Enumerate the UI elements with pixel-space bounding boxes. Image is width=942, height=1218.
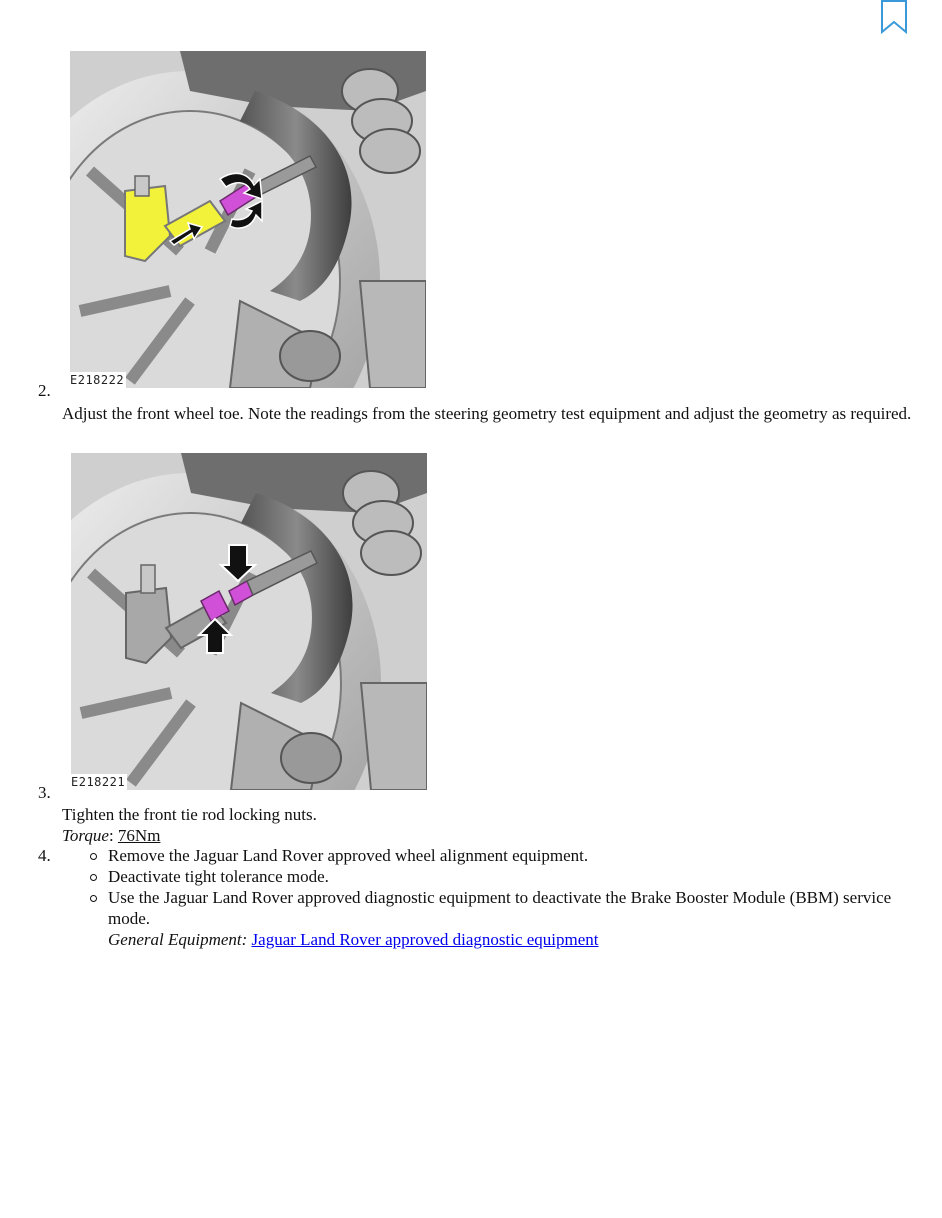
step-text: Tighten the front tie rod locking nuts. bbox=[62, 805, 317, 824]
list-item-text: Remove the Jaguar Land Rover approved wheel alignment equipment. bbox=[108, 846, 589, 865]
tie-rod-illustration bbox=[70, 51, 426, 388]
bullet-icon bbox=[90, 874, 97, 881]
step-text: Adjust the front wheel toe. Note the readings from the steering geometry test equipment and adjust the geometry as required. bbox=[62, 404, 912, 423]
bookmark-icon[interactable] bbox=[880, 0, 908, 34]
figure-code: E218222 bbox=[70, 373, 125, 387]
list-item bbox=[90, 866, 920, 887]
torque-line bbox=[62, 825, 160, 846]
list-item-text: Deactivate tight tolerance mode. bbox=[108, 867, 329, 886]
torque-value[interactable]: 76Nm bbox=[117, 826, 161, 845]
general-equipment-label: General Equipment: bbox=[108, 930, 248, 949]
list-item bbox=[90, 845, 920, 866]
step-number: 4. bbox=[38, 846, 51, 865]
general-equipment-line bbox=[108, 929, 920, 950]
list-item bbox=[90, 887, 920, 950]
list-item-text: Use the Jaguar Land Rover approved diagnostic equipment to deactivate the Brake Booster Module (BBM) service mode. bbox=[108, 888, 892, 928]
bullet-icon bbox=[90, 895, 97, 902]
locking-nut-illustration bbox=[71, 453, 427, 790]
figure-code: E218221 bbox=[71, 775, 126, 789]
general-equipment-link[interactable]: Jaguar Land Rover approved diagnostic equipment bbox=[251, 930, 599, 949]
figure-tie-rod-adjust bbox=[70, 51, 426, 388]
torque-separator: : bbox=[108, 826, 114, 845]
torque-label: Torque bbox=[62, 826, 109, 845]
step-number: 3. bbox=[38, 783, 51, 802]
figure-locking-nuts bbox=[71, 453, 427, 790]
bullet-icon bbox=[90, 853, 97, 860]
step-number: 2. bbox=[38, 381, 51, 400]
step-bullets bbox=[90, 845, 920, 950]
